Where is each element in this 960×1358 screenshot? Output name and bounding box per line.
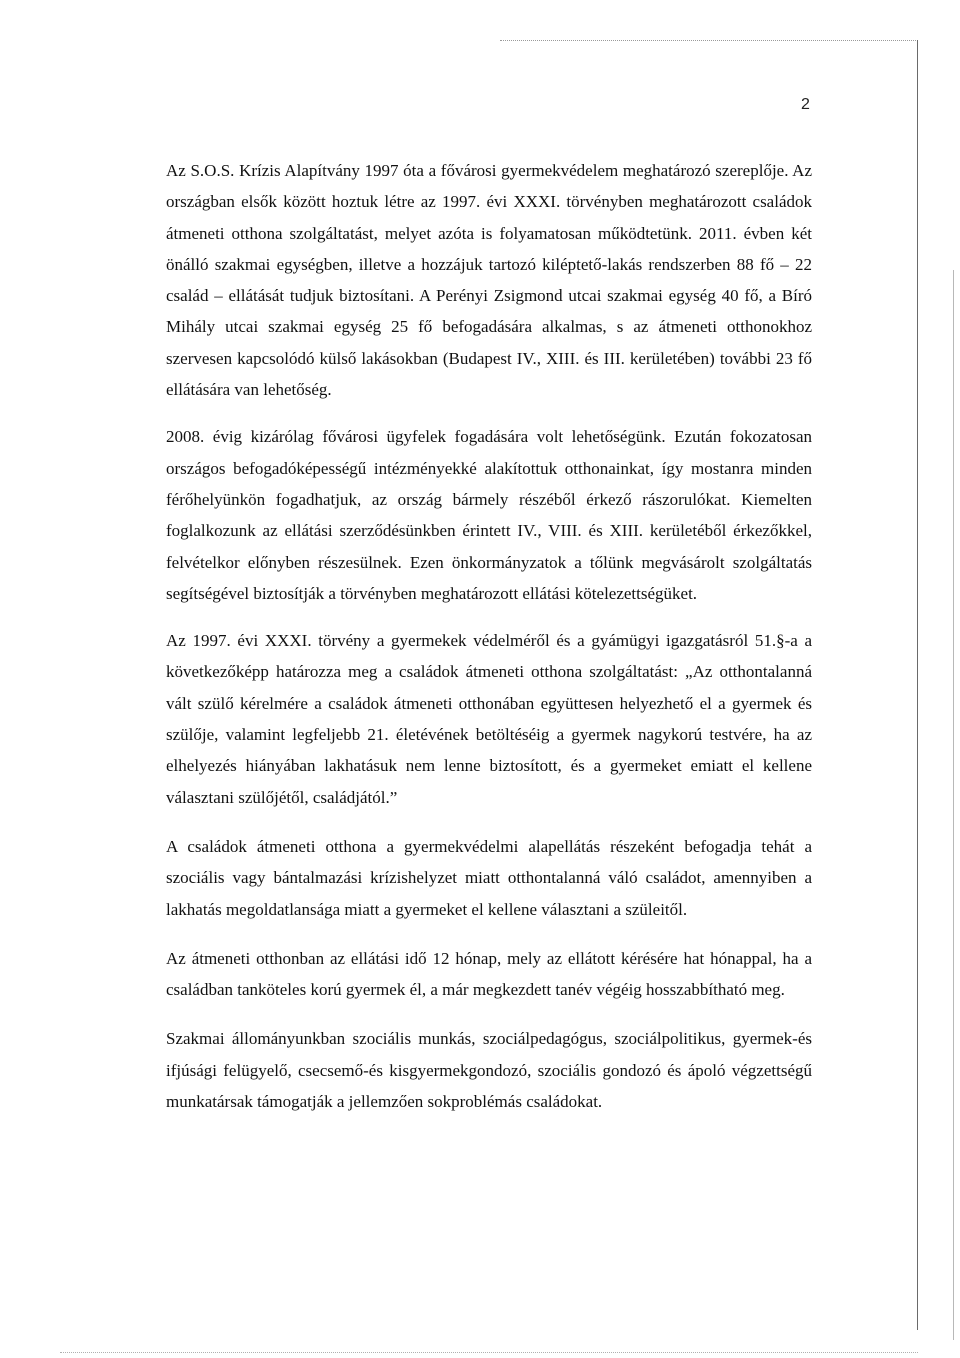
- paragraph-history: 2008. évig kizárólag fővárosi ügyfelek fogadására volt lehetőségünk. Ezután fokozatosan országos befogadóképességű intézményekké alakítottuk otthonainkat, így mostanra minden férőhelyünkön fogadhatjuk, az ország bármely részéből érkező rászorulókat. Kiemelten foglalkozunk az ellátási szerződésünkben érintett IV., VIII. és XIII. kerületéből érkezőkkel, felvételkor előnyben részesülnek. Ezen önkormányzatok a tőlünk megvásárolt szolgáltatás segítségével biztosítják a törvényben meghatározott ellátási kötelezettségüket.: [166, 427, 812, 603]
- paragraph-admission: A családok átmeneti otthona a gyermekvédelmi alapellátás részeként befogadja tehát a szociális vagy bántalmazási krízishelyzet miatt otthontalanná váló családot, amennyiben a lakhatás megoldatlansága miatt a gyermeket el kellene választani a szüleitől.: [166, 836, 812, 919]
- scan-edge-right: [917, 40, 918, 1330]
- body-text: [166, 155, 812, 1117]
- scan-edge-top: [500, 40, 918, 41]
- paragraph-duration: Az átmeneti otthonban az ellátási idő 12 hónap, mely az ellátott kérésére hat hónappal, ha a családban tanköteles korú gyermek él, a már megkezdett tanév végéig hosszabbítható meg.: [166, 948, 812, 1000]
- scan-edge-right-outer: [953, 270, 954, 1340]
- paragraph-law-quote: Az 1997. évi XXXI. törvény a gyermekek védelméről és a gyámügyi igazgatásról 51.§-a a következőképp határozza meg a családok átmeneti otthona szolgáltatást: „Az otthontalanná vált szülő kérelmére a családok átmeneti otthonában együttesen helyezhető el a gyermek és szülője, valamint legfeljebb 21. életévének betöltéséig a gyermek nagykorú testvére, ha az elhelyezés hiányában lakhatásuk nem lenne biztosított, és a gyermeket emiatt el kellene választani szülőjétől, családjától.”: [166, 631, 812, 807]
- paragraph-staff: Szakmai állományunkban szociális munkás, szociálpedagógus, szociálpolitikus, gyermek-és ifjúsági felügyelő, csecsemő-és kisgyermekgondozó, szociális gondozó és ápoló végzettségű munkatársak támogatják a jellemzően sokproblémás családokat.: [166, 1029, 812, 1112]
- page-number: 2: [801, 96, 810, 113]
- paragraph-intro: Az S.O.S. Krízis Alapítvány 1997 óta a fővárosi gyermekvédelem meghatározó szereplője. Az országban elsők között hoztuk létre az 1997. évi XXXI. törvényben meghatározott családok átmeneti otthona szolgáltatást, melyet azóta is folyamatosan működtetünk. 2011. évben két önálló szakmai egységben, illetve a hozzájuk tartozó kiléptető-lakás rendszerben 88 fő – 22 család – ellátását tudjuk biztosítani. A Perényi Zsigmond utcai szakmai egység 40 fő, a Bíró Mihály utcai szakmai egység 25 fő befogadására alkalmas, s az átmeneti otthonokhoz szervesen kapcsolódó külső lakásokban (Budapest IV., XIII. és III. kerületében) további 23 fő ellátására van lehetőség.: [166, 161, 812, 400]
- scan-edge-bottom: [60, 1352, 918, 1353]
